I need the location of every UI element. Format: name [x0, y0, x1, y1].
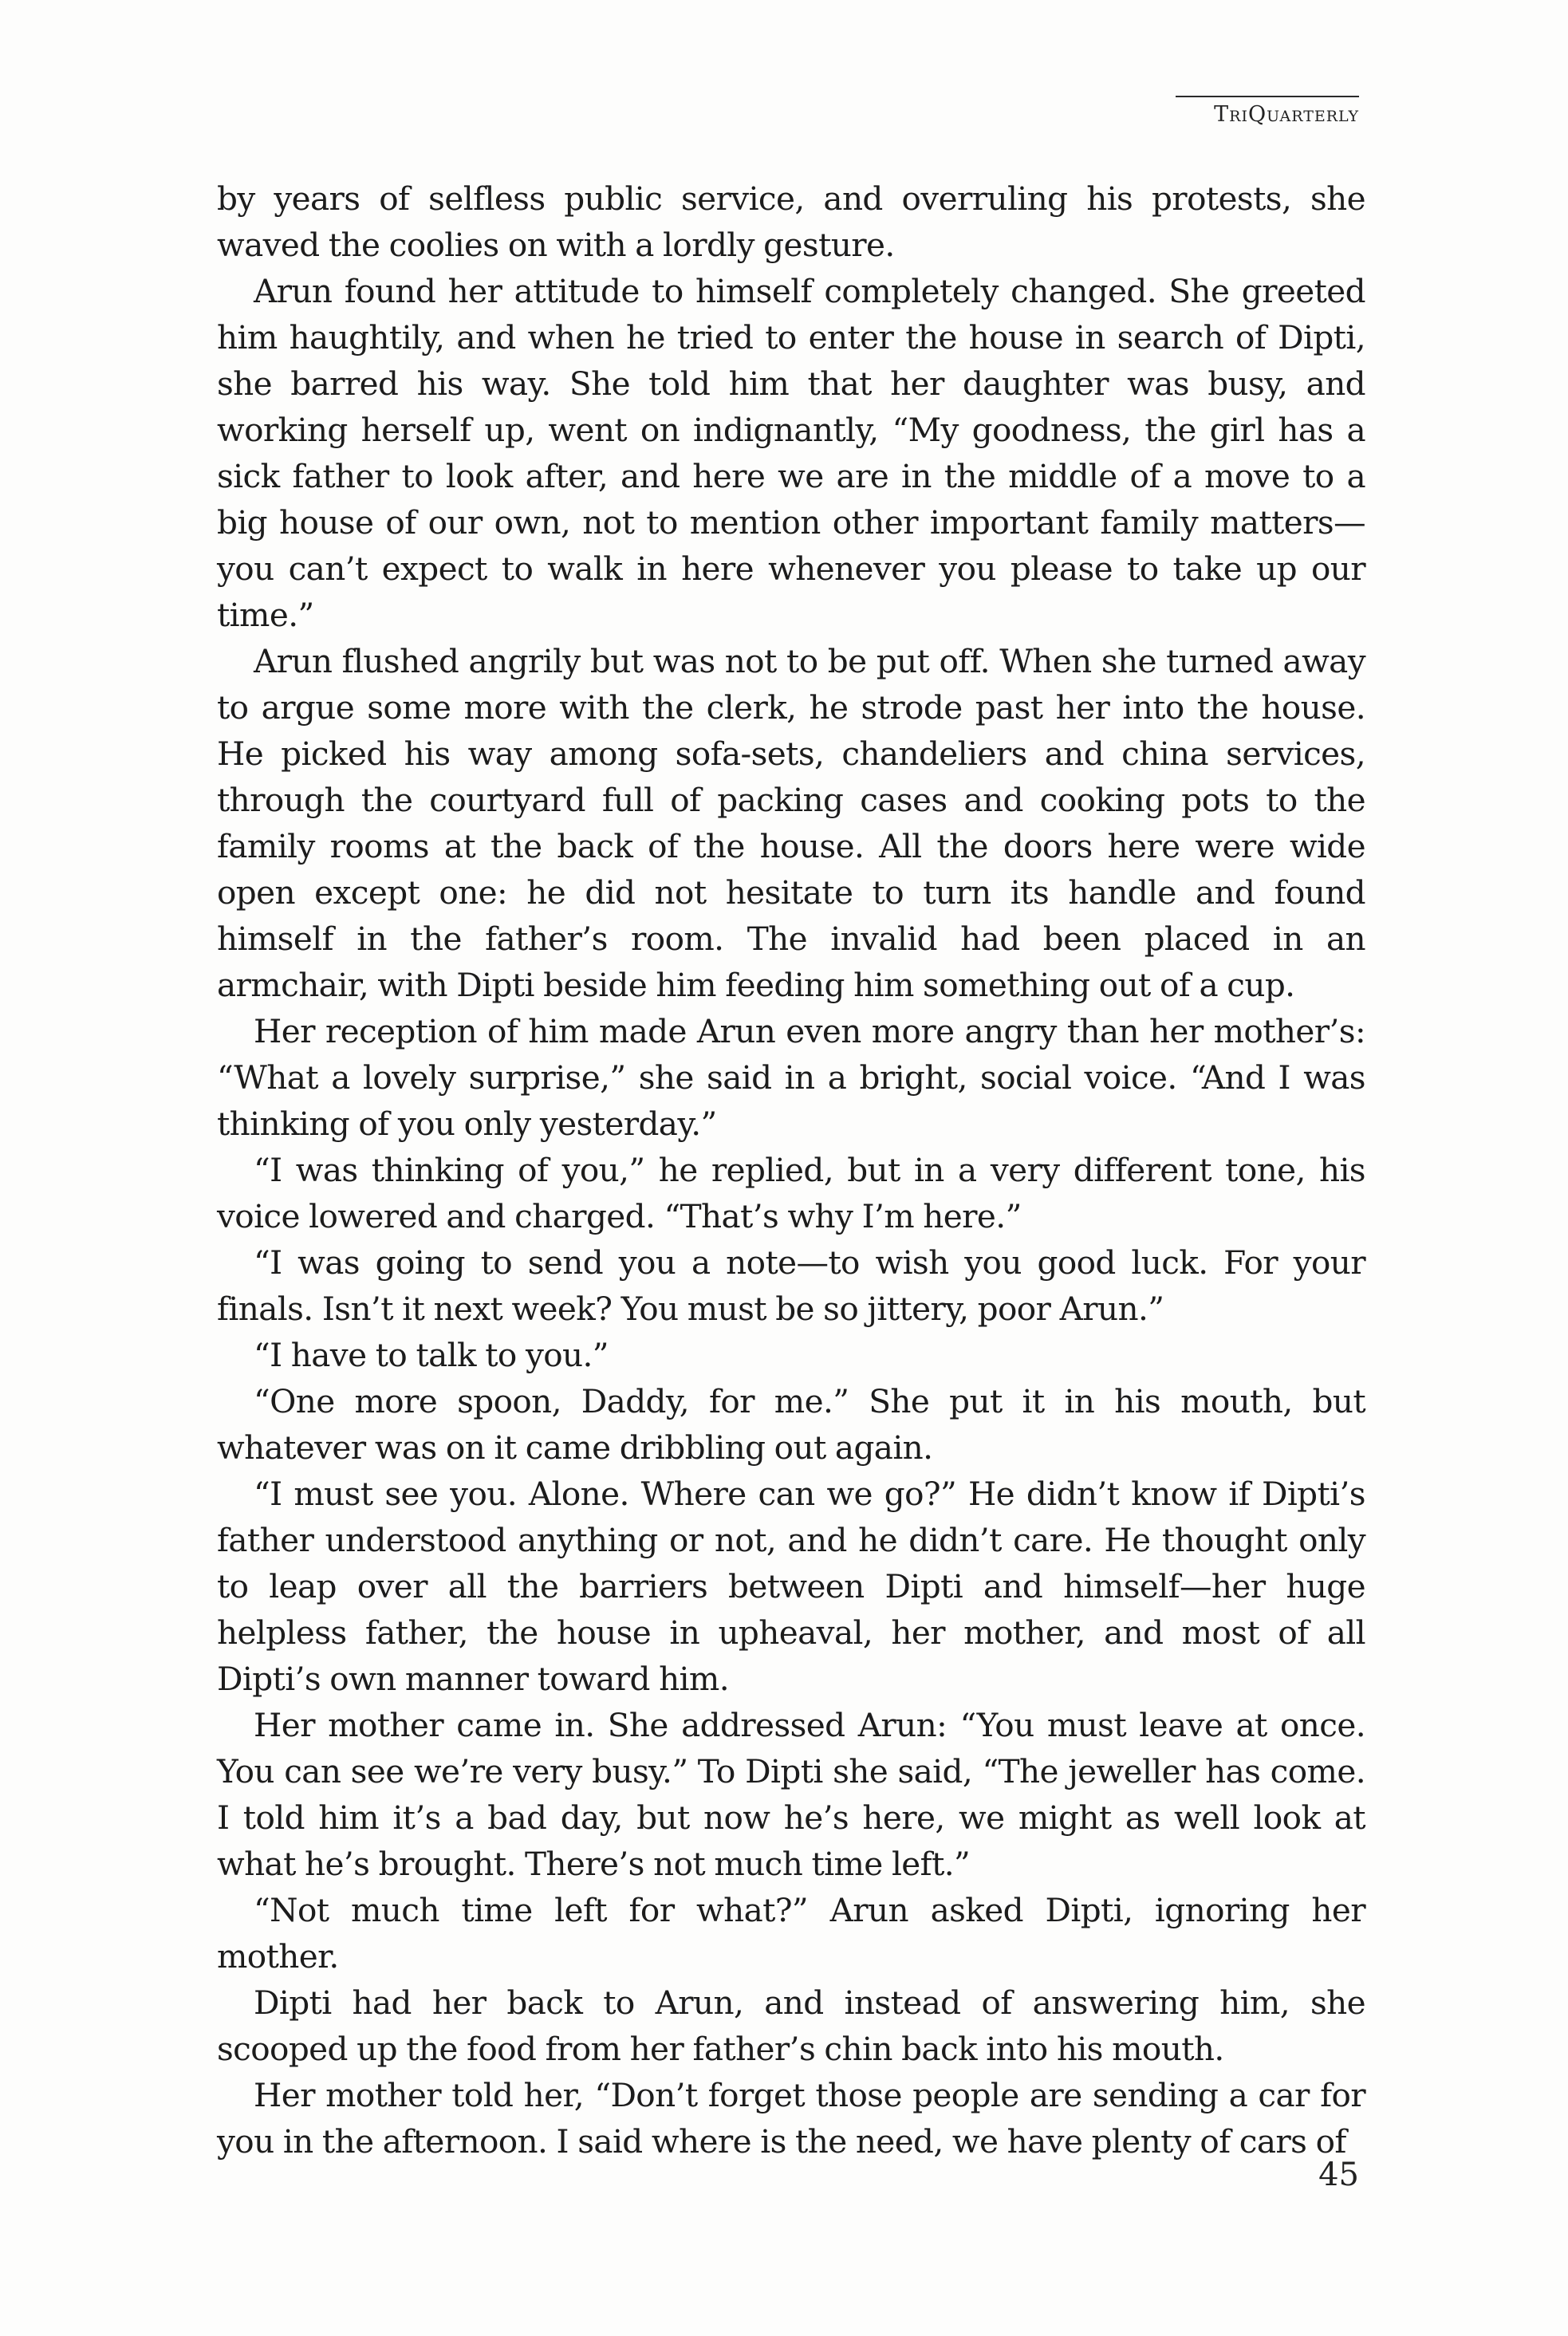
paragraph-10: Her mother came in. She addressed Arun: “You must leave at once. You can see we’re very busy.” To Dipti she said, “The jeweller has come. I told him it’s a bad day, but now he’s here, we might as well look at what he’s brought. There’s not much time left.” [217, 1706, 1365, 1883]
paragraph-3: Arun flushed angrily but was not to be put off. When she turned away to argue some more with the clerk, he strode past her into the house. He picked his way among sofa-sets, chandeliers and china services, through the courtyard full of packing cases and cooking pots to the family rooms at the back of the house. All the doors here were wide open except one: he did not hesitate to turn its handle and found himself in the father’s room. The invalid had been placed in an armchair, with Dipti beside him feeding him something out of a cup. [217, 642, 1365, 1004]
paragraph-5: “I was thinking of you,” he replied, but in a very different tone, his voice lowered and charged. “That’s why I’m here.” [217, 1151, 1365, 1235]
paragraph-11: “Not much time left for what?” Arun asked Dipti, ignoring her mother. [217, 1891, 1365, 1976]
paragraph-1: by years of selfless public service, and overruling his protests, she waved the coolies on with a lordly gesture. [217, 179, 1365, 264]
body-text [217, 175, 1365, 2165]
paragraph-8: “One more spoon, Daddy, for me.” She put it in his mouth, but whatever was on it came dribbling out again. [217, 1382, 1365, 1467]
paragraph-9: “I must see you. Alone. Where can we go?” He didn’t know if Dipti’s father understood anything or not, and he didn’t care. He thought only to leap over all the barriers between Dipti and himself—her huge helpless father, the house in upheaval, her mother, and most of all Dipti’s own manner toward him. [217, 1475, 1365, 1698]
paragraph-13: Her mother told her, “Don’t forget those people are sending a car for you in the afternoon. I said where is the need, we have plenty of cars of [217, 2076, 1365, 2161]
paragraph-12: Dipti had her back to Arun, and instead of answering him, she scooped up the food from her father’s chin back into his mouth. [217, 1983, 1365, 2068]
running-header: TriQuarterly [1176, 96, 1359, 127]
paragraph-6: “I was going to send you a note—to wish you good luck. For your finals. Isn’t it next week? You must be so jittery, poor Arun.” [217, 1243, 1365, 1328]
paragraph-2: Arun found her attitude to himself completely changed. She greeted him haughtily, and when he tried to enter the house in search of Dipti, she barred his way. She told him that her daughter was busy, and working herself up, went on indignantly, “My goodness, the girl has a sick father to look after, and here we are in the middle of a move to a big house of our own, not to mention other important family matters—you can’t expect to walk in here whenever you please to take up our time.” [217, 272, 1365, 634]
paragraph-4: Her reception of him made Arun even more angry than her mother’s: “What a lovely surprise,” she said in a bright, social voice. “And I was thinking of you only yesterday.” [217, 1012, 1365, 1143]
page-number: 45 [1318, 2157, 1359, 2193]
paragraph-7: “I have to talk to you.” [254, 1336, 609, 1374]
